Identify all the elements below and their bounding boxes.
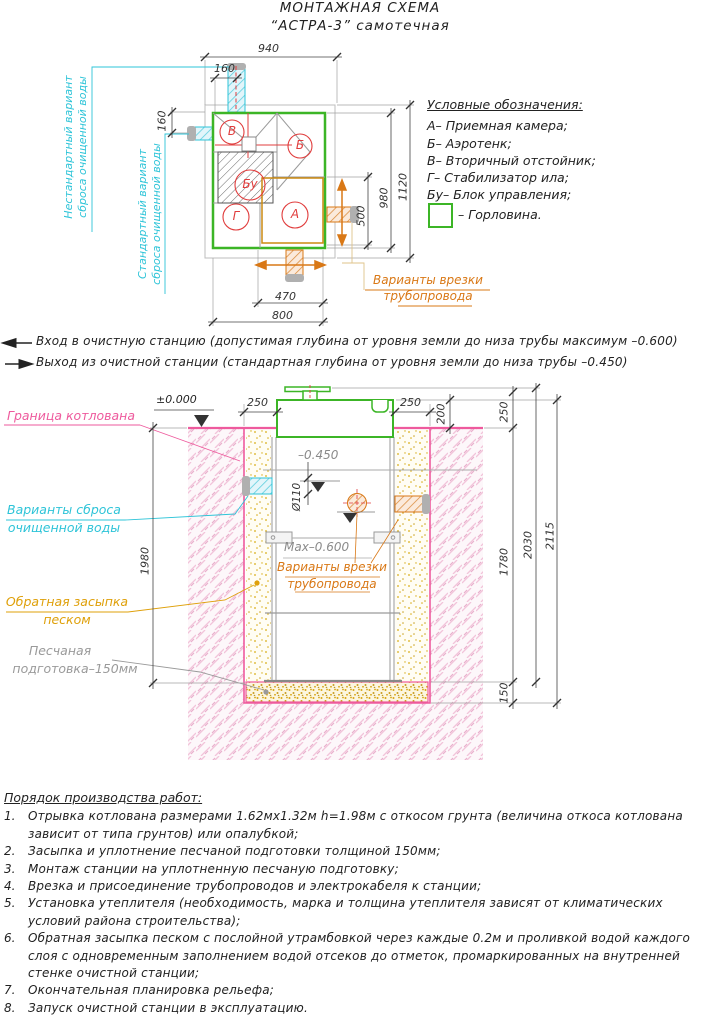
item-number: 5. (4, 896, 16, 911)
section-tapping-label-2: трубопровода (287, 577, 377, 591)
work-order-item (4, 808, 714, 843)
work-order (4, 787, 714, 1017)
work-order-item (4, 843, 714, 860)
legend-item: В– Вторичный отстойник; (427, 153, 596, 168)
legend-item: А– Приемная камера; (427, 118, 568, 133)
work-order-item (4, 878, 714, 895)
label-nonstandard-discharge (62, 62, 90, 232)
work-order-title: Порядок производства работ: (4, 790, 203, 805)
section-tapping-label-1: Варианты врезки (277, 560, 387, 574)
discharge-label-1: Варианты сброса (7, 502, 121, 517)
item-text: Врезка и присоединение трубопроводов и электрокабеля к станции; (28, 879, 482, 893)
dim-250-vert: 250 (497, 401, 511, 423)
work-order-item (4, 930, 714, 982)
compartment-bu: Бу (242, 177, 258, 192)
dim-200: 200 (434, 403, 448, 425)
sheet-subtitle: “АСТРА-3” самотечная (270, 18, 450, 34)
discharge-label-2: очищенной воды (7, 520, 121, 535)
dim-1120: 1120 (396, 173, 410, 201)
compartment-v: В (227, 124, 237, 139)
dim-160-left: 160 (155, 110, 169, 132)
item-number: 3. (4, 861, 16, 876)
item-number: 6. (4, 931, 16, 946)
item-number: 8. (4, 1000, 16, 1015)
dim-150: 150 (497, 682, 511, 704)
item-text: Установка утеплителя (необходимость, марка и толщина утеплителя зависят от климатических условий района строительства); (28, 896, 663, 928)
dim-250-left: 250 (247, 396, 268, 409)
dim-940: 940 (258, 42, 279, 55)
backfill-label-1: Обратная засыпка (5, 594, 129, 609)
compartment-a: А (290, 207, 300, 222)
dim-980: 980 (377, 187, 391, 209)
dim-1980: 1980 (138, 547, 152, 575)
work-order-item (4, 1000, 714, 1017)
backfill-label-2: песком (43, 612, 91, 627)
work-order-item (4, 982, 714, 999)
sand-prep-label-2: подготовка–150мм (12, 661, 138, 676)
item-number: 1. (4, 809, 16, 824)
legend-item: Б– Аэротенк; (427, 136, 512, 151)
label-line: сброса очищенной воды (76, 76, 89, 218)
pit-boundary-label: Граница котлована (7, 408, 135, 423)
dim-160-top: 160 (214, 62, 235, 75)
legend-item: Г– Стабилизатор ила; (427, 170, 569, 185)
compartment-b: Б (295, 138, 305, 153)
note-outlet: Выход из очистной станции (стандартная глубина от уровня земли до низа трубы –0.450) (36, 355, 628, 369)
plan-tapping-label-2: трубопровода (383, 289, 473, 303)
label-line: сброса очищенной воды (150, 143, 163, 285)
dim-dia110: Ø110 (290, 482, 303, 512)
item-text: Окончательная планировка рельефа; (28, 983, 275, 998)
work-order-item (4, 861, 714, 878)
level-450: –0.450 (298, 448, 339, 462)
compartment-g: Г (232, 209, 240, 224)
item-text: Отрывка котлована размерами 1.62мх1.32м h=1.98м с откосом грунта (величина откоса котлована зависит от типа грунтов) или опалубкой; (28, 809, 683, 841)
label-standard-discharge (136, 129, 164, 299)
neck-symbol (428, 203, 453, 228)
item-text: Засыпка и уплотнение песчаной подготовки толщиной 150мм; (28, 844, 441, 859)
note-arrows (2, 339, 33, 369)
dim-2030: 2030 (521, 531, 535, 559)
level-600: Max–0.600 (284, 540, 350, 554)
sand-prep-label-1: Песчаная (28, 643, 92, 658)
label-line: Стандартный вариант (136, 149, 149, 279)
item-text: Обратная засыпка песком с послойной утрамбовкой через каждые 0.2м и проливкой водой каждого слоя с одновременным заполнением водой отсеков до отметок, промаркированных на внутренней стенке очистной станции; (28, 931, 691, 981)
item-number: 7. (4, 983, 16, 998)
dim-500: 500 (354, 205, 368, 227)
label-line: Нестандартный вариант (62, 75, 75, 219)
dim-250-right: 250 (400, 396, 421, 409)
work-order-item (4, 895, 714, 930)
note-inlet: Вход в очистную станцию (допустимая глубина от уровня земли до низа трубы максимум –0.600) (36, 334, 678, 348)
legend-item: Бу– Блок управления; (427, 187, 572, 202)
dim-470: 470 (275, 290, 296, 303)
dim-800: 800 (272, 309, 293, 322)
legend-title: Условные обозначения: (427, 97, 583, 112)
sheet-title: МОНТАЖНАЯ СХЕМА (279, 0, 441, 16)
item-text: Монтаж станции на уплотненную песчаную подготовку; (28, 861, 399, 876)
item-number: 4. (4, 879, 16, 893)
item-number: 2. (4, 844, 16, 859)
plan-tapping-label-1: Варианты врезки (373, 273, 483, 287)
dim-2115: 2115 (543, 522, 557, 550)
item-text: Запуск очистной станции в эксплуатацию. (28, 1000, 308, 1015)
legend-neck: – Горловина. (458, 207, 542, 222)
zero-level: ±0.000 (156, 393, 197, 406)
dim-1780: 1780 (497, 548, 511, 576)
